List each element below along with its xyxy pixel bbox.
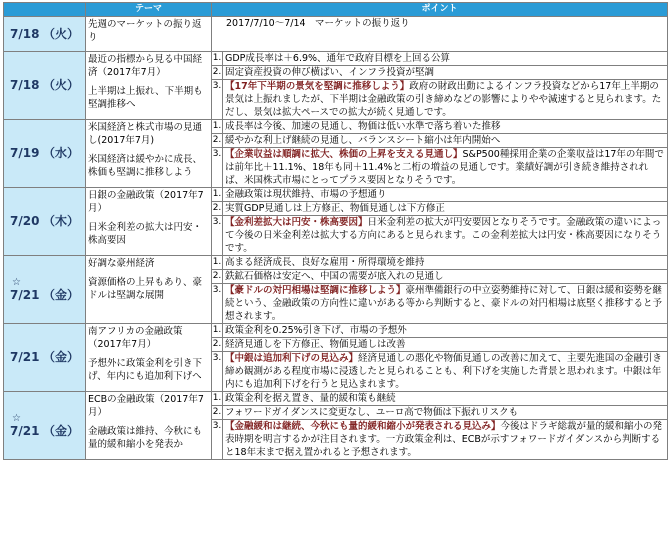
day-label: （金） xyxy=(42,350,79,364)
theme-title: 先週のマーケットの振り返り xyxy=(88,19,202,43)
point-number: 2. xyxy=(212,270,223,284)
table-row xyxy=(4,256,668,270)
point-text: 2017/7/10～7/14 マーケットの振り返り xyxy=(212,17,668,52)
table-row xyxy=(4,52,668,66)
point-text: GDP成長率は＋6.9%、通年で政府目標を上回る公算 xyxy=(225,53,451,64)
point-text: 金融政策は現状維持、市場の予想通り xyxy=(225,189,387,200)
theme-title: 日銀の金融政策（2017年7月） xyxy=(88,190,204,214)
point-number: 2. xyxy=(212,338,223,352)
point-text-cell xyxy=(223,420,668,460)
date-cell xyxy=(4,17,86,52)
point-number: 1. xyxy=(212,392,223,406)
date-label: 7/18 xyxy=(10,26,40,41)
star-mark: ☆ xyxy=(12,277,21,288)
date-cell xyxy=(4,188,86,256)
date-cell xyxy=(4,324,86,392)
point-highlight: 【金融緩和は継続、今秋にも量的緩和縮小が発表される見込み】 xyxy=(225,421,501,432)
point-text: 高まる経済成長、良好な雇用・所得環境を維持 xyxy=(225,257,425,268)
theme-title: 最近の指標から見る中国経済（2017年7月） xyxy=(88,54,203,78)
point-number: 2. xyxy=(212,66,223,80)
point-text: 政策金利を0.25%引き下げ、市場の予想外 xyxy=(225,325,407,336)
point-number: 1. xyxy=(212,324,223,338)
table-row xyxy=(4,17,668,52)
table-row xyxy=(4,324,668,338)
theme-title: 好調な豪州経済 xyxy=(88,258,155,269)
point-text: 日米金利差の拡大が円安要因となりそうです。金融政策の違いによって今後の日米金利差は拡大する方向にあると見られます。この金利差拡大は円安・株高要因になりそうです。 xyxy=(225,217,662,254)
day-label: （木） xyxy=(42,214,79,228)
day-label: （金） xyxy=(42,288,79,302)
theme-cell xyxy=(86,120,212,188)
point-text-cell xyxy=(223,256,668,270)
point-text-cell xyxy=(223,338,668,352)
point-text-cell xyxy=(223,80,668,120)
theme-cell xyxy=(86,52,212,120)
point-highlight: 【豪ドルの対円相場は堅調に推移しよう】 xyxy=(225,285,406,296)
header-theme: テーマ xyxy=(86,3,212,17)
point-text-cell xyxy=(223,148,668,188)
point-number: 3. xyxy=(212,148,223,188)
day-label: （火） xyxy=(42,26,79,41)
point-number: 2. xyxy=(212,134,223,148)
point-number: 1. xyxy=(212,256,223,270)
point-text-cell xyxy=(223,352,668,392)
theme-subtitle: 米国経済は緩やかに成長、株価も堅調に推移しよう xyxy=(88,154,203,178)
theme-cell xyxy=(86,17,212,52)
date-label: 7/21 xyxy=(10,288,40,302)
date-label: 7/18 xyxy=(10,78,40,92)
point-text: S&P500種採用企業の企業収益は17年の年間では前年比＋11.1%、18年も同＋11.4%と二桁の増益の見通しです。業績好調が引き続き維持されれば、米国株式市場にとってプラス要因となりそうです。 xyxy=(225,149,664,186)
point-text: 固定資産投資の伸び横ばい、インフラ投資が堅調 xyxy=(225,67,435,78)
theme-cell xyxy=(86,324,212,392)
report-schedule-table xyxy=(3,2,668,460)
point-number: 1. xyxy=(212,120,223,134)
theme-title: 米国経済と株式市場の見通し(2017年7月) xyxy=(88,122,203,146)
point-text-cell xyxy=(223,188,668,202)
point-text-cell xyxy=(223,202,668,216)
point-text: 政府の財政出動によるインフラ投資などから17年上半期の景気は上振れましたが、下半期は金融政策の引き締めなどの影響によりやや減速すると見られます。ただし、景気は拡大ペースでの拡大が続く見通しです。 xyxy=(225,81,662,118)
day-label: （水） xyxy=(42,146,79,160)
theme-cell xyxy=(86,188,212,256)
point-text-cell xyxy=(223,324,668,338)
theme-subtitle: 金融政策は維持、今秋にも量的緩和縮小を発表か xyxy=(88,426,203,450)
point-text-cell xyxy=(223,406,668,420)
point-text: 鉄鉱石価格は安定へ、中国の需要が底入れの見通し xyxy=(225,271,444,282)
point-text-cell xyxy=(223,120,668,134)
theme-title: ECBの金融政策（2017年7月） xyxy=(88,394,204,418)
table-row xyxy=(4,188,668,202)
table-header-row xyxy=(4,3,668,17)
point-text-cell xyxy=(223,134,668,148)
point-text-cell xyxy=(223,216,668,256)
point-text: 緩やかな利上げ継続の見通し、バランスシート縮小は年内開始へ xyxy=(225,135,501,146)
point-number: 3. xyxy=(212,80,223,120)
point-text-cell xyxy=(223,52,668,66)
day-label: （火） xyxy=(42,78,79,92)
point-text: 政策金利を据え置き、量的緩和策も継続 xyxy=(225,393,396,404)
date-cell xyxy=(4,52,86,120)
point-number: 2. xyxy=(212,406,223,420)
star-mark: ☆ xyxy=(12,413,21,424)
point-text-cell xyxy=(223,392,668,406)
point-text: 今後はドラギ総裁が量的緩和縮小の発表時期を明言するかが注目されます。一方政策金利は、ECBが示すフォワードガイダンスから判断すると18年末まで据え置かれると予想されます。 xyxy=(225,421,663,458)
theme-subtitle: 日米金利差の拡大は円安・株高要因 xyxy=(88,222,203,246)
header-date-cell xyxy=(4,3,86,17)
point-text-cell xyxy=(223,270,668,284)
date-cell xyxy=(4,392,86,460)
table-row xyxy=(4,392,668,406)
point-number: 2. xyxy=(212,202,223,216)
point-text-cell xyxy=(223,284,668,324)
point-number: 1. xyxy=(212,52,223,66)
table-body xyxy=(4,17,668,460)
table-row xyxy=(4,120,668,134)
date-label: 7/20 xyxy=(10,214,40,228)
point-highlight: 【17年下半期の景気を堅調に推移しよう】 xyxy=(225,81,410,92)
point-text: フォワードガイダンスに変更なし、ユーロ高で物価は下振れリスクも xyxy=(225,407,519,418)
day-label: （金） xyxy=(42,424,79,438)
point-text: 経済見通しを下方修正、物価見通しは改善 xyxy=(225,339,406,350)
date-cell xyxy=(4,120,86,188)
date-label: 7/19 xyxy=(10,146,40,160)
point-number: 3. xyxy=(212,352,223,392)
point-text: 経済見通しの悪化や物価見通しの改善に加えて、主要先進国の金融引き締め観測がある程度市場に浸透したと見られることも、利下げを実施した背景と思われます。中銀は年内にも追加利下げを行うと見込まれます。 xyxy=(225,353,662,390)
theme-title: 南アフリカの金融政策（2017年7月） xyxy=(88,326,183,350)
date-label: 7/21 xyxy=(10,350,40,364)
theme-subtitle: 上半期は上振れ、下半期も堅調推移へ xyxy=(88,86,203,110)
point-text-cell xyxy=(223,66,668,80)
point-number: 3. xyxy=(212,420,223,460)
point-text: 実質GDP見通しは上方修正、物価見通しは下方修正 xyxy=(225,203,445,214)
point-number: 1. xyxy=(212,188,223,202)
theme-cell xyxy=(86,392,212,460)
theme-cell xyxy=(86,256,212,324)
date-label: 7/21 xyxy=(10,424,40,438)
point-highlight: 【企業収益は順調に拡大、株価の上昇を支える見通し】 xyxy=(225,149,463,160)
theme-subtitle: 予想外に政策金利を引き下げ、年内にも追加利下げへ xyxy=(88,358,203,382)
point-number: 3. xyxy=(212,216,223,256)
date-cell xyxy=(4,256,86,324)
point-text: 成長率は今後、加速の見通し、物価は低い水準で落ち着いた推移 xyxy=(225,121,501,132)
theme-subtitle: 資源価格の上昇もあり、豪ドルは堅調な展開 xyxy=(88,277,203,301)
point-highlight: 【中銀は追加利下げの見込み】 xyxy=(225,353,359,364)
point-text: 豪州準備銀行の中立姿勢維持に対して、日銀は緩和姿勢を継続という、金融政策の方向性に違いがある等から判断すると、豪ドルの対円相場は底堅く推移すると予想されます。 xyxy=(225,285,663,322)
point-number: 3. xyxy=(212,284,223,324)
header-point: ポイント xyxy=(212,3,668,17)
point-highlight: 【金利差拡大は円安・株高要因】 xyxy=(225,217,368,228)
